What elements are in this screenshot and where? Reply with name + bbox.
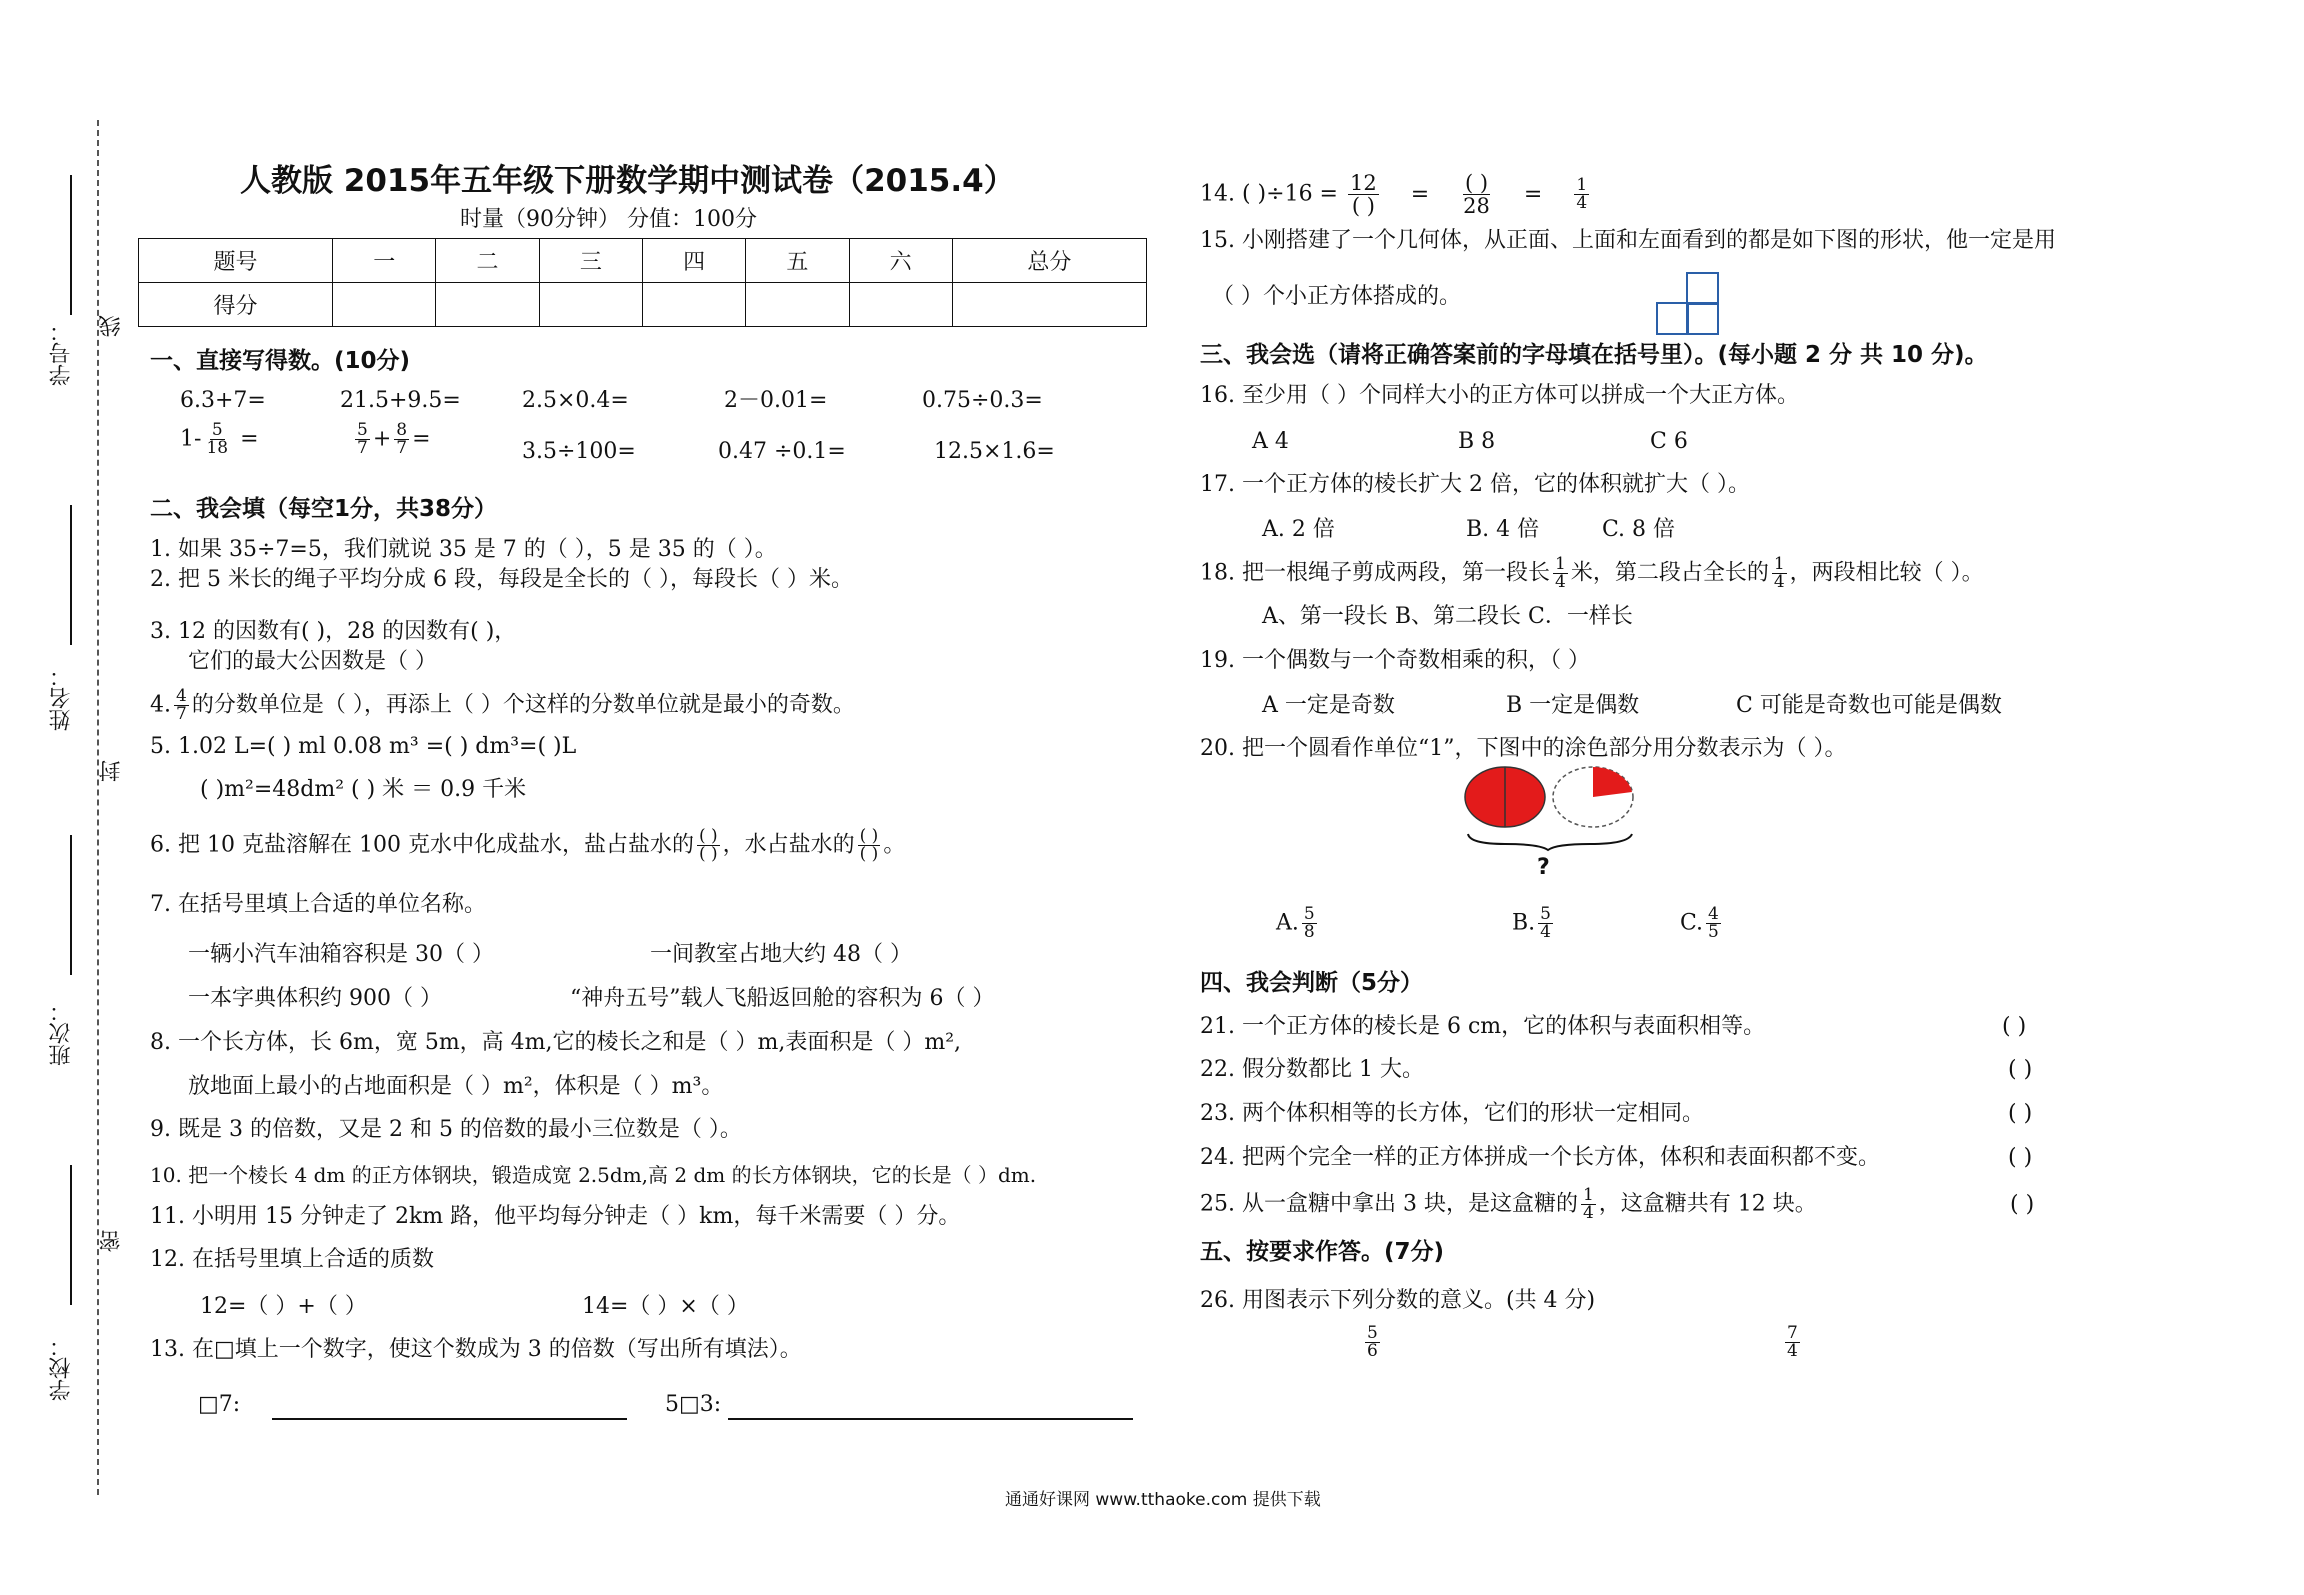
section-5-heading: 五、按要求作答。(7分) (1200, 1239, 1445, 1265)
brace-icon (1468, 834, 1632, 850)
option: A. $\frac{5}{8}$ (1276, 904, 1315, 942)
page-title: 人教版 2015年五年级下册数学期中测试卷（2015.4） (240, 163, 1015, 199)
binding-rule (70, 835, 72, 975)
question-12: 12. 在括号里填上合适的质数 (150, 1247, 434, 1272)
score-cell[interactable] (642, 283, 745, 327)
section-4-heading: 四、我会判断（5分） (1200, 970, 1424, 996)
score-cell[interactable] (436, 283, 539, 327)
fraction: $\frac{1}{4}$ (1582, 1185, 1594, 1223)
table-row (139, 283, 1147, 327)
fraction-item (1782, 1325, 1803, 1360)
side-feng: 封 (99, 760, 124, 782)
question-6: 6. 把 10 克盐溶解在 100 克水中化成盐水，盐占盐水的 $\frac{( )}{( )}$ ，水占盐水的 $\frac{( )}{( )}$ 。 (150, 826, 906, 864)
answer-line[interactable] (272, 1418, 627, 1420)
question-7: 7. 在括号里填上合适的单位名称。 (150, 892, 486, 917)
option: B. $\frac{5}{4}$ (1512, 904, 1551, 942)
table-cell: 三 (539, 239, 642, 283)
side-xuehao: 学号： (49, 320, 74, 386)
option: C. 8 倍 (1602, 517, 1676, 542)
fraction: $\frac{1}{4}$ (1554, 554, 1566, 592)
question-13b: 5□3: (665, 1392, 722, 1417)
fraction: $\frac{1}{4}$ (1576, 175, 1588, 213)
section-3-heading: 三、我会选（请将正确答案前的字母填在括号里）。(每小题 2 分 共 10 分)。 (1200, 342, 1988, 368)
fraction: $\frac{12}{( )}$ (1350, 171, 1377, 218)
calc-item: 12.5×1.6= (934, 439, 1055, 464)
calc-item: 0.47 ÷0.1= (718, 439, 846, 464)
question-7d: “神舟五号”载人飞船返回舱的容积为 6（ ） (570, 986, 995, 1011)
side-mi: 密 (99, 1230, 124, 1252)
question-14: 14. ( )÷16 = $\frac{12}{( )}$ = $\frac{( )}{28}$ = $\frac{1}{4}$ (1200, 171, 1588, 218)
judge-item: 21. 一个正方体的棱长是 6 cm，它的体积与表面积相等。 (1200, 1014, 1766, 1039)
question-18: 18. 把一根绳子剪成两段，第一段长 $\frac{1}{4}$ 米，第二段占全长的 $\frac{1}{4}$ ，两段相比较（ ）。 (1200, 554, 1984, 592)
circles-figure (1460, 762, 1650, 852)
question-18-options: A、第一段长 B、第二段长 C．一样长 (1262, 604, 1633, 629)
option: A 一定是奇数 (1262, 693, 1395, 718)
question-13: 13. 在□填上一个数字，使这个数成为 3 的倍数（写出所有填法）。 (150, 1337, 802, 1362)
table-cell: 四 (642, 239, 745, 283)
calc-item: $\frac{5}{7}$ + $\frac{8}{7}$ = (357, 420, 431, 458)
score-cell[interactable] (539, 283, 642, 327)
fraction: $\frac{1}{4}$ (1773, 554, 1785, 592)
side-xuexiao: 学校： (49, 1335, 74, 1401)
score-cell[interactable] (952, 283, 1146, 327)
fraction: $\frac{5}{18}$ (206, 420, 229, 458)
question-15: 15. 小刚搭建了一个几何体，从正面、上面和左面看到的都是如下图的形状，他一定是用 (1200, 228, 2056, 253)
question-17: 17. 一个正方体的棱长扩大 2 倍，它的体积就扩大（ ）。 (1200, 472, 1750, 497)
answer-line[interactable] (728, 1418, 1133, 1420)
fraction: $\frac{5}{7}$ (357, 420, 368, 458)
question-3-line-2: 它们的最大公因数是（ ） (188, 649, 437, 674)
judge-item: 25. 从一盒糖中拿出 3 块，是这盒糖的 $\frac{1}{4}$ ，这盒糖共有 12 块。 (1200, 1185, 1817, 1223)
fraction: $\frac{5}{8}$ (1303, 904, 1315, 942)
cube-figure (1686, 302, 1719, 335)
fraction: $\frac{5}{6}$ (1367, 1323, 1378, 1361)
question-13a: □7: (198, 1392, 241, 1417)
score-cell[interactable] (849, 283, 952, 327)
calc-item: 1- $\frac{5}{18}$ = (180, 420, 259, 458)
footer-credit: 通通好课网 www.tthaoke.com 提供下载 (1005, 1490, 1321, 1510)
side-xingming: 姓名： (49, 665, 74, 731)
table-cell: 五 (746, 239, 849, 283)
option: A 4 (1252, 429, 1289, 454)
judge-item: 23. 两个体积相等的长方体，它们的形状一定相同。 (1200, 1101, 1704, 1126)
judge-answer[interactable]: ( ) (2010, 1192, 2035, 1217)
question-26: 26. 用图表示下列分数的意义。(共 4 分) (1200, 1288, 1596, 1313)
fraction: $\frac{8}{7}$ (396, 420, 408, 458)
question-5-line-2: ( )m²=48dm² ( ) 米 ＝ 0.9 千米 (200, 777, 527, 802)
exam-meta: 时量（90分钟） 分值：100分 (460, 207, 757, 232)
calc-item: 3.5÷100= (522, 439, 636, 464)
side-banci: 班次： (49, 1000, 74, 1066)
fraction: $\frac{4}{5}$ (1708, 904, 1719, 942)
question-8-line-2: 放地面上最小的占地面积是（ ）m²，体积是（ ）m³。 (188, 1074, 724, 1099)
fraction: $\frac{7}{4}$ (1787, 1323, 1798, 1361)
fraction: $\frac{4}{7}$ (176, 686, 187, 724)
question-5: 5. 1.02 L=( ) ml 0.08 m³ =( ) dm³=( )L (150, 734, 577, 759)
cube-figure (1656, 302, 1689, 335)
question-11: 11. 小明用 15 分钟走了 2km 路，他平均每分钟走（ ）km，每千米需要（ ）分。 (150, 1204, 961, 1229)
table-cell: 二 (436, 239, 539, 283)
question-19: 19. 一个偶数与一个奇数相乘的积，（ ） (1200, 648, 1590, 673)
score-table (138, 238, 1147, 327)
judge-item: 22. 假分数都比 1 大。 (1200, 1057, 1424, 1082)
option: B 8 (1458, 429, 1496, 454)
judge-answer[interactable]: ( ) (2002, 1014, 2027, 1039)
judge-answer[interactable]: ( ) (2008, 1101, 2033, 1126)
question-3: 3. 12 的因数有( )，28 的因数有( )， (150, 619, 517, 644)
fraction: $\frac{( )}{( )}$ (859, 826, 879, 864)
binding-rule (70, 175, 72, 315)
calc-item: 2.5×0.4= (522, 388, 629, 413)
table-cell: 得分 (139, 283, 333, 327)
option: B 一定是偶数 (1506, 693, 1640, 718)
section-1-heading: 一、直接写得数。(10分) (150, 348, 411, 374)
judge-answer[interactable]: ( ) (2008, 1145, 2033, 1170)
question-7c: 一本字典体积约 900（ ） (188, 986, 442, 1011)
table-cell: 总分 (952, 239, 1146, 283)
binding-rule (70, 1165, 72, 1305)
judge-answer[interactable]: ( ) (2008, 1057, 2033, 1082)
question-7b: 一间教室占地大约 48（ ） (650, 942, 912, 967)
fraction-item (1362, 1325, 1383, 1360)
question-7a: 一辆小汽车油箱容积是 30（ ） (188, 942, 494, 967)
question-9: 9. 既是 3 的倍数，又是 2 和 5 的倍数的最小三位数是（ ）。 (150, 1117, 742, 1142)
section-2-heading: 二、我会填（每空1分，共38分） (150, 496, 498, 522)
question-mark: ? (1537, 855, 1550, 880)
table-cell: 六 (849, 239, 952, 283)
score-cell[interactable] (746, 283, 849, 327)
question-8: 8. 一个长方体，长 6m，宽 5m，高 4m,它的棱长之和是（ ）m,表面积是（ ）m², (150, 1030, 962, 1055)
question-1: 1. 如果 35÷7=5，我们就说 35 是 7 的（ ），5 是 35 的（ ）。 (150, 537, 777, 562)
calc-item: 0.75÷0.3= (922, 388, 1043, 413)
question-16: 16. 至少用（ ）个同样大小的正方体可以拼成一个大正方体。 (1200, 383, 1799, 408)
side-xian: 线 (99, 315, 124, 337)
option: C. $\frac{4}{5}$ (1680, 904, 1719, 942)
question-12b: 14=（ ）×（ ） (582, 1294, 749, 1319)
calc-item: 6.3+7= (180, 388, 266, 413)
question-4: 4. $\frac{4}{7}$ 的分数单位是（ ），再添上（ ）个这样的分数单位就是最小的奇数。 (150, 686, 855, 724)
option: B. 4 倍 (1466, 517, 1540, 542)
option: C 6 (1650, 429, 1688, 454)
fraction: $\frac{( )}{( )}$ (698, 826, 718, 864)
table-cell: 题号 (139, 239, 333, 283)
question-20: 20. 把一个圆看作单位“1”，下图中的涂色部分用分数表示为（ ）。 (1200, 736, 1847, 761)
question-10: 10. 把一个棱长 4 dm 的正方体钢块，锻造成宽 2.5dm,高 2 dm 的长方体钢块，它的长是（ ）dm. (150, 1163, 1037, 1187)
question-15-line-2: （ ）个小正方体搭成的。 (1212, 284, 1461, 309)
score-cell[interactable] (333, 283, 436, 327)
binding-rule (70, 505, 72, 645)
option: A. 2 倍 (1262, 517, 1335, 542)
table-cell: 一 (333, 239, 436, 283)
judge-item: 24. 把两个完全一样的正方体拼成一个长方体，体积和表面积都不变。 (1200, 1145, 1880, 1170)
calc-item: 2－0.01= (724, 388, 828, 413)
fraction: $\frac{( )}{28}$ (1463, 171, 1490, 218)
table-row (139, 239, 1147, 283)
option: C 可能是奇数也可能是偶数 (1736, 693, 2002, 718)
question-2: 2. 把 5 米长的绳子平均分成 6 段，每段是全长的（ ），每段长（ ）米。 (150, 567, 853, 592)
calc-item: 21.5+9.5= (340, 388, 461, 413)
question-12a: 12=（ ）+（ ） (200, 1294, 367, 1319)
fraction: $\frac{5}{4}$ (1540, 904, 1551, 942)
cube-figure (1686, 272, 1719, 305)
